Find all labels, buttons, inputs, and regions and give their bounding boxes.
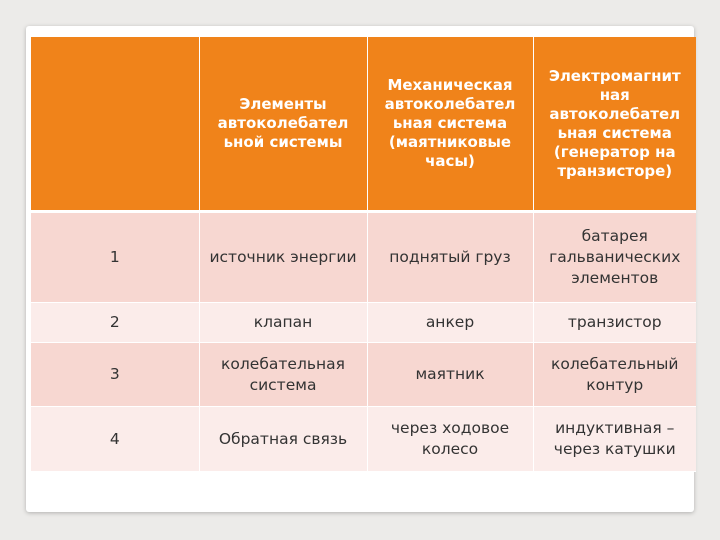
header-cell-empty xyxy=(31,37,199,212)
table-row xyxy=(31,303,696,343)
row-number: 3 xyxy=(31,343,199,407)
header-text: Электромагнит ная автоколебател ьная система (генератор на транзисторе) xyxy=(548,66,681,180)
table-row xyxy=(31,343,696,407)
header-cell-mechanical xyxy=(367,37,533,212)
table-cell: клапан xyxy=(199,303,367,343)
table-cell: колебательная система xyxy=(199,343,367,407)
table-cell: поднятый груз xyxy=(367,212,533,303)
slide xyxy=(26,26,694,512)
table-cell: индуктивная – через катушки xyxy=(533,407,696,472)
table-cell: через ходовое колесо xyxy=(367,407,533,472)
row-number: 2 xyxy=(31,303,199,343)
table-cell: Обратная связь xyxy=(199,407,367,472)
row-number: 4 xyxy=(31,407,199,472)
table-cell: маятник xyxy=(367,343,533,407)
table-cell: анкер xyxy=(367,303,533,343)
row-number: 1 xyxy=(31,212,199,303)
table-row xyxy=(31,407,696,472)
header-text: Механическая автоколебател ьная система (маятниковые часы) xyxy=(384,76,516,170)
table-row xyxy=(31,212,696,303)
table-cell: транзистор xyxy=(533,303,696,343)
header-cell-electromagnetic xyxy=(533,37,696,212)
header-text: Элементы автоколебател ьной системы xyxy=(217,95,349,151)
table-cell: колебательный контур xyxy=(533,343,696,407)
table-cell: источник энергии xyxy=(199,212,367,303)
header-cell-elements xyxy=(199,37,367,212)
comparison-table xyxy=(31,37,696,472)
table-header-row xyxy=(31,37,696,212)
table-cell: батарея гальванических элементов xyxy=(533,212,696,303)
